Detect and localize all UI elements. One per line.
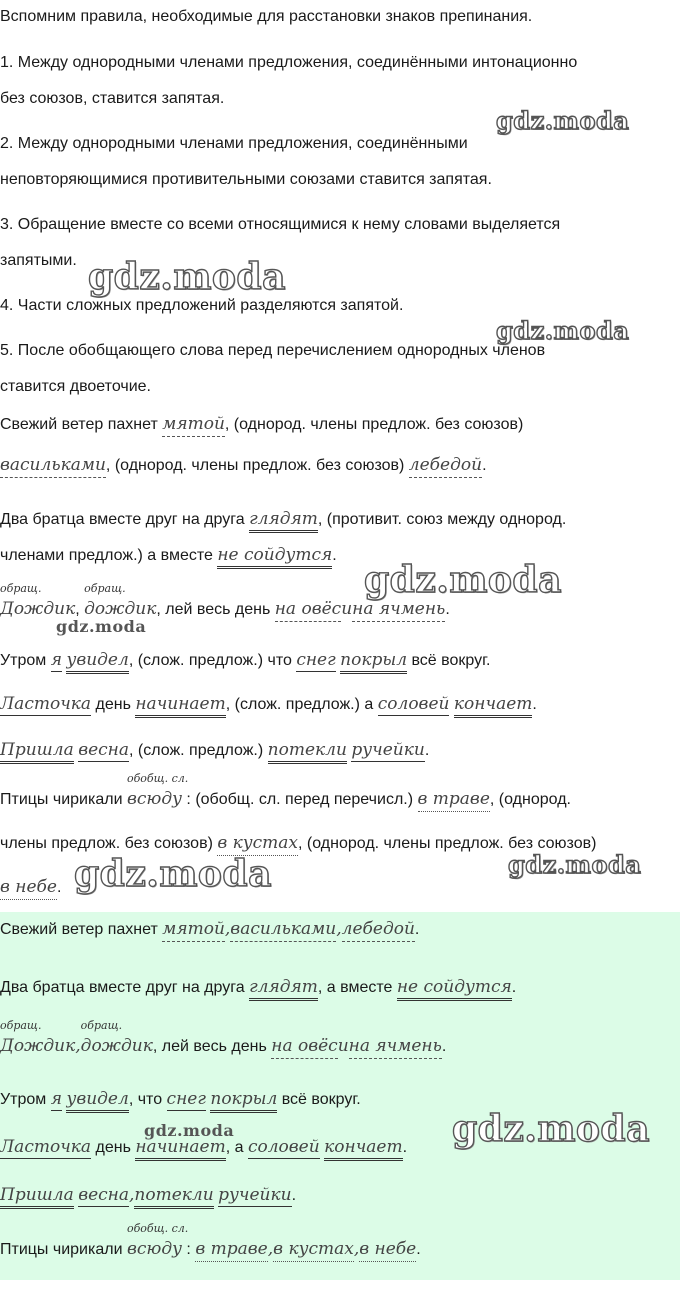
- predicate-word: потекли: [268, 740, 347, 764]
- answer-sentence-5: [0, 1137, 407, 1161]
- answer-sentence-3: [0, 1019, 447, 1059]
- text: ,: [75, 601, 85, 618]
- text: день: [91, 1139, 136, 1156]
- rule-1-line-1: 1. Между однородными членами предложения, соединёнными интонационно: [0, 54, 578, 71]
- text: , лей весь день: [156, 601, 275, 618]
- address-note: обращ.: [84, 582, 126, 595]
- text: , лей весь день: [152, 1038, 272, 1055]
- text: , а вместе: [317, 979, 397, 996]
- analysis-sentence-2-line-1: [0, 509, 566, 533]
- watermark: gdz.moda: [452, 1108, 650, 1150]
- text: , а: [225, 1139, 248, 1156]
- text: .: [482, 457, 487, 474]
- text: .: [57, 879, 62, 896]
- answer-sentence-2: [0, 977, 516, 1001]
- subject-word: я: [50, 650, 62, 670]
- homogeneous-word: на овёс: [275, 599, 341, 622]
- watermark: gdz.moda: [74, 853, 272, 895]
- generalizing-note: обобщ. сл.: [126, 1222, 189, 1235]
- text: , что: [128, 1091, 167, 1108]
- analysis-sentence-6: [0, 740, 429, 764]
- analysis-sentence-7-line-1: [0, 772, 571, 812]
- homogeneous-word: лебедой: [342, 919, 415, 942]
- homogeneous-word: на ячмень: [349, 1036, 442, 1059]
- answer-sentence-1: [0, 919, 419, 942]
- analysis-sentence-2-line-2: [0, 545, 337, 569]
- watermark: gdz.moda: [496, 316, 630, 345]
- subject-word: снег: [166, 1089, 206, 1109]
- comma: ,: [353, 1239, 360, 1259]
- conjunction: и: [341, 599, 353, 619]
- text: всё вокруг.: [407, 652, 491, 669]
- rule-1-line-2: без союзов, ставится запятая.: [0, 90, 225, 107]
- comment: : (обобщ. сл. перед перечисл.): [181, 791, 418, 808]
- analysis-sentence-1-line-2: [0, 455, 487, 478]
- subject-word: весна: [78, 740, 129, 760]
- address-word: [0, 1019, 76, 1056]
- rule-2-line-2: неповторяющимися противительными союзами ставится запятая.: [0, 171, 492, 188]
- comment: членами предлож.) а вместе: [0, 547, 218, 564]
- comment: , (слож. предлож.): [129, 742, 268, 759]
- homogeneous-word: на ячмень: [352, 599, 445, 622]
- address-word-text: дождик: [80, 1036, 153, 1056]
- address-note: обращ.: [0, 582, 42, 595]
- watermark: gdz.moda: [496, 106, 630, 135]
- comma: ,: [224, 919, 231, 939]
- text: всё вокруг.: [277, 1091, 361, 1108]
- text: .: [414, 921, 420, 938]
- text: Утром: [0, 1091, 51, 1108]
- predicate-word: покрыл: [340, 650, 407, 674]
- watermark: gdz.moda: [364, 559, 562, 601]
- analysis-sentence-1-line-1: [0, 414, 523, 437]
- homogeneous-word: мятой: [162, 919, 225, 942]
- text: Два братца вместе друг на друга: [0, 511, 250, 528]
- comment: , (однород. члены предлож. без союзов): [224, 416, 524, 433]
- predicate-word: покрыл: [210, 1089, 277, 1113]
- address-word: [0, 582, 76, 619]
- text: Утром: [0, 652, 51, 669]
- comma: ,: [75, 1036, 81, 1056]
- text: .: [291, 1187, 297, 1204]
- homogeneous-word: в траве: [195, 1239, 267, 1262]
- predicate-word: глядят: [249, 509, 318, 533]
- conjunction: и: [337, 1036, 349, 1056]
- comment: , (однород.: [489, 791, 571, 808]
- rule-5-line-1: 5. После обобщающего слова перед перечислением однородных членов: [0, 342, 546, 359]
- comment: , (однород. члены предлож. без союзов): [298, 835, 597, 852]
- predicate-word: увидел: [66, 650, 128, 674]
- generalizing-word-text: всюду: [126, 1239, 182, 1259]
- rule-2-line-1: 2. Между однородными членами предложения, соединёнными: [0, 135, 468, 152]
- homogeneous-word: васильками: [0, 455, 106, 478]
- text: .: [332, 547, 337, 564]
- predicate-word: кончает: [454, 694, 532, 718]
- address-word-text: Дождик: [0, 1036, 76, 1056]
- address-note: обращ.: [0, 1019, 42, 1032]
- generalizing-note: обобщ. сл.: [126, 772, 189, 785]
- comment: , (слож. предлож.) а: [225, 696, 378, 713]
- generalizing-word: [126, 1222, 189, 1259]
- homogeneous-word: в небе: [0, 877, 57, 900]
- watermark: gdz.moda: [144, 1121, 235, 1140]
- text: Птицы чирикали: [0, 1241, 127, 1258]
- analysis-sentence-4: [0, 650, 490, 674]
- comment: , (противит. союз между однород.: [317, 511, 567, 528]
- homogeneous-word: в траве: [418, 789, 490, 812]
- text: .: [532, 696, 537, 713]
- text: Два братца вместе друг на друга: [0, 979, 250, 996]
- comma: ,: [129, 1185, 135, 1205]
- generalizing-word-text: всюду: [126, 789, 182, 809]
- homogeneous-word: мятой: [162, 414, 225, 437]
- address-word-text: Дождик: [0, 599, 76, 619]
- text: день: [91, 696, 136, 713]
- text: .: [424, 742, 430, 759]
- subject-word: весна: [78, 1185, 129, 1205]
- homogeneous-word: в кустах: [217, 833, 298, 856]
- comma: ,: [336, 919, 342, 939]
- analysis-sentence-7-line-3: [0, 877, 61, 900]
- address-word: [84, 582, 157, 619]
- subject-word: Ласточка: [0, 1137, 92, 1157]
- watermark: gdz.moda: [56, 617, 147, 636]
- predicate-word: начинает: [135, 1137, 225, 1161]
- predicate-word: потекли: [134, 1185, 213, 1209]
- comment: , (однород. члены предлож. без союзов): [105, 457, 409, 474]
- watermark: gdz.moda: [88, 256, 286, 298]
- text: .: [441, 1038, 447, 1055]
- subject-word: Ласточка: [0, 694, 92, 714]
- answer-sentence-7: [0, 1222, 421, 1262]
- text: .: [445, 601, 450, 618]
- subject-word: соловей: [247, 1137, 320, 1157]
- answer-sentence-4: [0, 1089, 361, 1113]
- rule-3-line-1: 3. Обращение вместе со всеми относящимися к нему словами выделяется: [0, 216, 561, 233]
- generalizing-word: [126, 772, 189, 809]
- text: .: [416, 1241, 421, 1258]
- subject-word: ручейки: [351, 740, 425, 760]
- comment: члены предлож. без союзов): [0, 835, 218, 852]
- subject-word: я: [50, 1089, 62, 1109]
- predicate-word: не сойдутся: [397, 977, 512, 1001]
- subject-word: ручейки: [218, 1185, 292, 1205]
- predicate-word: Пришла: [0, 740, 74, 764]
- subject-word: соловей: [377, 694, 450, 714]
- predicate-word: Пришла: [0, 1185, 74, 1209]
- homogeneous-word: на овёс: [271, 1036, 337, 1059]
- text: Свежий ветер пахнет: [0, 416, 163, 433]
- comma: ,: [267, 1239, 274, 1259]
- rule-3-line-2: запятыми.: [0, 252, 77, 269]
- address-word-text: дождик: [84, 599, 157, 619]
- homogeneous-word: васильками: [230, 919, 336, 942]
- predicate-word: начинает: [135, 694, 225, 718]
- homogeneous-word: лебедой: [409, 455, 482, 478]
- address-note: обращ.: [80, 1019, 123, 1032]
- predicate-word: не сойдутся: [217, 545, 332, 569]
- homogeneous-word: в кустах: [273, 1239, 354, 1262]
- comment: , (слож. предлож.) что: [128, 652, 297, 669]
- text: .: [511, 979, 517, 996]
- text: Свежий ветер пахнет: [0, 921, 163, 938]
- answer-sentence-6: [0, 1185, 296, 1209]
- homogeneous-word: в небе: [359, 1239, 416, 1262]
- text: .: [402, 1139, 408, 1156]
- watermark: gdz.moda: [508, 850, 642, 879]
- analysis-sentence-5: [0, 694, 537, 718]
- predicate-word: кончает: [324, 1137, 402, 1161]
- predicate-word: увидел: [66, 1089, 128, 1113]
- rule-4: 4. Части сложных предложений разделяются запятой.: [0, 297, 404, 314]
- rule-5-line-2: ставится двоеточие.: [0, 378, 151, 395]
- predicate-word: глядят: [249, 977, 318, 1001]
- text: Птицы чирикали: [0, 791, 127, 808]
- text: :: [181, 1241, 196, 1258]
- subject-word: снег: [296, 650, 336, 670]
- intro-text: Вспомним правила, необходимые для расстановки знаков препинания.: [0, 8, 533, 25]
- address-word: [80, 1019, 153, 1056]
